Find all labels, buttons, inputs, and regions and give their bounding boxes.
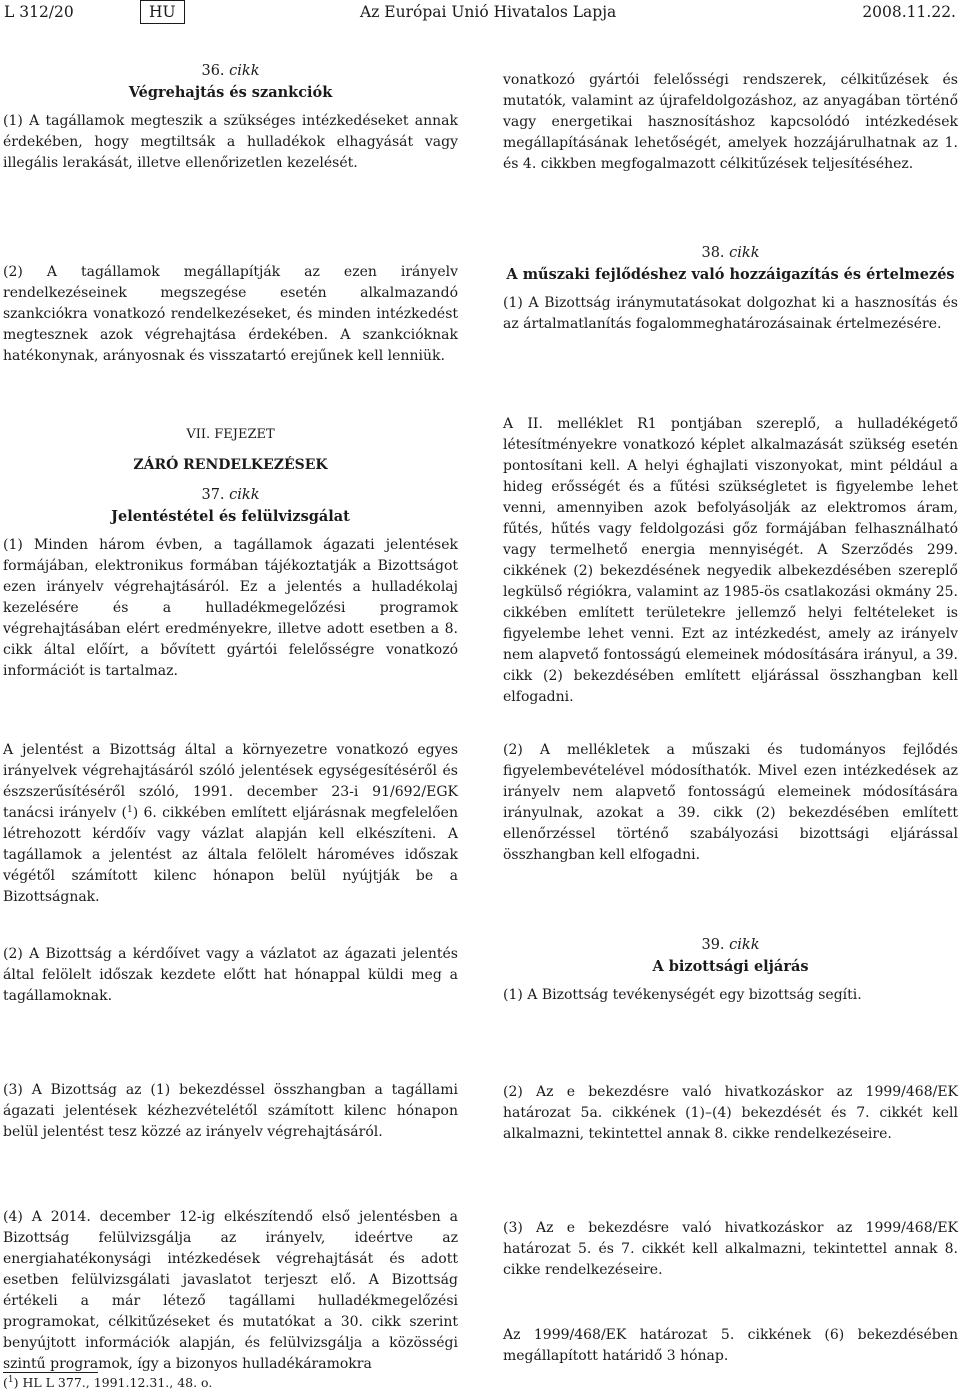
article-title: Jelentéstétel és felülvizsgálat: [111, 508, 350, 525]
article-number: 38. cikk: [701, 245, 760, 261]
paragraph-block: [503, 1218, 958, 1281]
footnote-divider: [3, 1372, 98, 1373]
paragraph: (1) A Bizottság tevékenységét egy bizottság segíti.: [503, 987, 862, 1003]
article-39-block: [503, 934, 958, 1006]
footnote: ($^1$) HL L 377., 1991.12.31., 48. o.: [3, 1375, 213, 1390]
paragraph: A jelentést a Bizottság által a környezetre vonatkozó egyes irányelvek végrehajtásáról szóló jelentések egységesítéséről és észszerűsítéséről szóló, 1991. december 23-i 91/692/EGK tanácsi irányelv ($^1$) 6. cikkében említett eljárásnak megfelelően létrehozott kérdőív vagy vázlat alapján kell elkészíteni. A tagállamok a jelentést az általa felölelt hároméves időszak végétől számított kilenc hónapon belül nyújtják be a Bizottságnak.: [3, 742, 458, 905]
paragraph-block: [503, 70, 958, 175]
paragraph-block: [3, 740, 458, 908]
paragraph-block: [503, 1082, 958, 1145]
article-title: A bizottsági eljárás: [652, 958, 809, 975]
paragraph-block: [3, 1207, 458, 1375]
paragraph: (1) A tagállamok megteszik a szükséges intézkedéseket annak érdekében, hogy megtiltsák a hulladékok elhagyását vagy illegális lerakását, illetve ellenőrizetlen kezelését.: [3, 113, 458, 171]
paragraph: (1) A Bizottság iránymutatásokat dolgozhat ki a hasznosítás és az ártalmatlanítás fogalommeghatározásainak értelmezésére.: [503, 295, 958, 332]
publication-date: 2008.11.22.: [862, 3, 956, 21]
article-number: 37. cikk: [201, 487, 260, 503]
paragraph: A II. melléklet R1 pontjában szereplő, a hulladékégető létesítményekre vonatkozó képlet alkalmazását szükség esetén pontosítani kell. A helyi éghajlati viszonyokat, mint például a hideg erősségét és a fűtési szükségletet is figyelembe lehet venni, amennyiben azok befolyásolják az elektromos áram, fűtés, hűtés vagy feldolgozási gőz formájában felhasználható vagy termelhető energia mennyiségét. A Szerződés 299. cikkének (2) bekezdésének negyedik albekezdésében szereplő legkülső régiókra, valamint az 1985-ös csatlakozási okmány 25. cikkében említett területekre jellemző helyi feltételeket is figyelembe lehet venni. Ezt az intézkedést, amely az irányelv nem alapvető fontosságú elemeinek módosítására irányul, a 39. cikk (2) bekezdésében említett eljárással összhangban kell elfogadni.: [503, 416, 958, 705]
paragraph-block: [3, 1080, 458, 1143]
paragraph-block: [503, 1325, 958, 1367]
paragraph-block: [3, 262, 458, 367]
paragraph-block: [503, 740, 958, 866]
journal-title: Az Európai Unió Hivatalos Lapja: [360, 3, 617, 21]
language-badge: HU: [140, 0, 185, 24]
paragraph-block: [503, 414, 958, 708]
paragraph: (2) A Bizottság a kérdőívet vagy a vázlatot az ágazati jelentés által felölelt időszak kezdete előtt hat hónappal küldi meg a tagállamoknak.: [3, 946, 458, 1004]
paragraph: (2) Az e bekezdésre való hivatkozáskor az 1999/468/EK határozat 5a. cikkének (1)–(4) bekezdését és 7. cikkét kell alkalmazni, tekintettel annak 8. cikke rendelkezéseire.: [503, 1084, 958, 1142]
paragraph: (2) A mellékletek a műszaki és tudományos fejlődés figyelembevételével módosíthatók. Mivel ezen intézkedések az irányelv nem alapvető fontosságú elemeinek módosítására irányulnak, azokat a 39. cikk (2) bekezdésében említett ellenőrzéssel történő szabályozási bizottsági eljárással összhangban kell elfogadni.: [503, 742, 958, 863]
paragraph: vonatkozó gyártói felelősségi rendszerek, célkitűzések és mutatók, valamint az újrafeldolgozáshoz, az anyagában történő vagy energetikai hasznosításhoz kapcsolódó intézkedések megállapításának lehetőségét, amelyek hozzájárulhatnak az 1. és 4. cikkben megfogalmazott célkitűzések teljesítéséhez.: [503, 72, 958, 172]
chapter-title: ZÁRÓ RENDELKEZÉSEK: [133, 457, 328, 473]
article-title: Végrehajtás és szankciók: [128, 84, 333, 101]
article-38-block: [503, 242, 958, 335]
paragraph: (3) A Bizottság az (1) bekezdéssel összhangban a tagállami ágazati jelentések kézhezvételétől számított kilenc hónapon belül jelentést tesz közzé az irányelv végrehajtásáról.: [3, 1082, 458, 1140]
paragraph-block: [3, 944, 458, 1007]
footnote-reference[interactable]: 1: [127, 805, 133, 815]
paragraph: (1) Minden három évben, a tagállamok ágazati jelentések formájában, elektronikus formában tájékoztatják a Bizottságot ezen irányelv végrehajtásáról. Ez a jelentés a hulladékolaj kezelésére és a hulladékmegelőzési programok végrehajtásában elért eredményekre, illetve adott esetben a 8. cikk által előírt, a bővített gyártói felelősségre vonatkozó információt is tartalmaz.: [3, 537, 458, 679]
page-header: [0, 0, 960, 28]
page-reference: L 312/20: [4, 3, 74, 21]
paragraph: Az 1999/468/EK határozat 5. cikkének (6) bekezdésében megállapított határidő 3 hónap.: [503, 1327, 958, 1364]
article-number: 36. cikk: [201, 63, 260, 79]
article-title: A műszaki fejlődéshez való hozzáigazítás és értelmezés: [506, 266, 955, 283]
paragraph: (3) Az e bekezdésre való hivatkozáskor az 1999/468/EK határozat 5. és 7. cikkét kell alkalmazni, tekintettel annak 8. cikke rendelkezéseire.: [503, 1220, 958, 1278]
chapter-37-block: [3, 424, 458, 682]
paragraph: (4) A 2014. december 12-ig elkészítendő első jelentésben a Bizottság felülvizsgálja az irányelv, ideértve az energiahatékonysági intézkedések végrehajtását és adott esetben felülvizsgálati javaslatot terjeszt elő. A Bizottság értékeli a már létező tagállami hulladékmegelőzési programokat, célkitűzéseket és mutatókat a 30. cikk szerint benyújtott információk alapján, és felülvizsgálja a közösségi szintű programok, így a bizonyos hulladékáramokra: [3, 1209, 458, 1372]
article-36-block: [3, 60, 458, 174]
article-number: 39. cikk: [701, 937, 760, 953]
chapter-label: VII. FEJEZET: [186, 427, 275, 442]
paragraph: (2) A tagállamok megállapítják az ezen irányelv rendelkezéseinek megszegése esetén alkalmazandó szankciókra vonatkozó rendelkezéseket, és minden intézkedést megtesznek azok végrehajtása érdekében. A szankcióknak hatékonynak, arányosnak és visszatartó erejűnek kell lenniük.: [3, 264, 458, 364]
